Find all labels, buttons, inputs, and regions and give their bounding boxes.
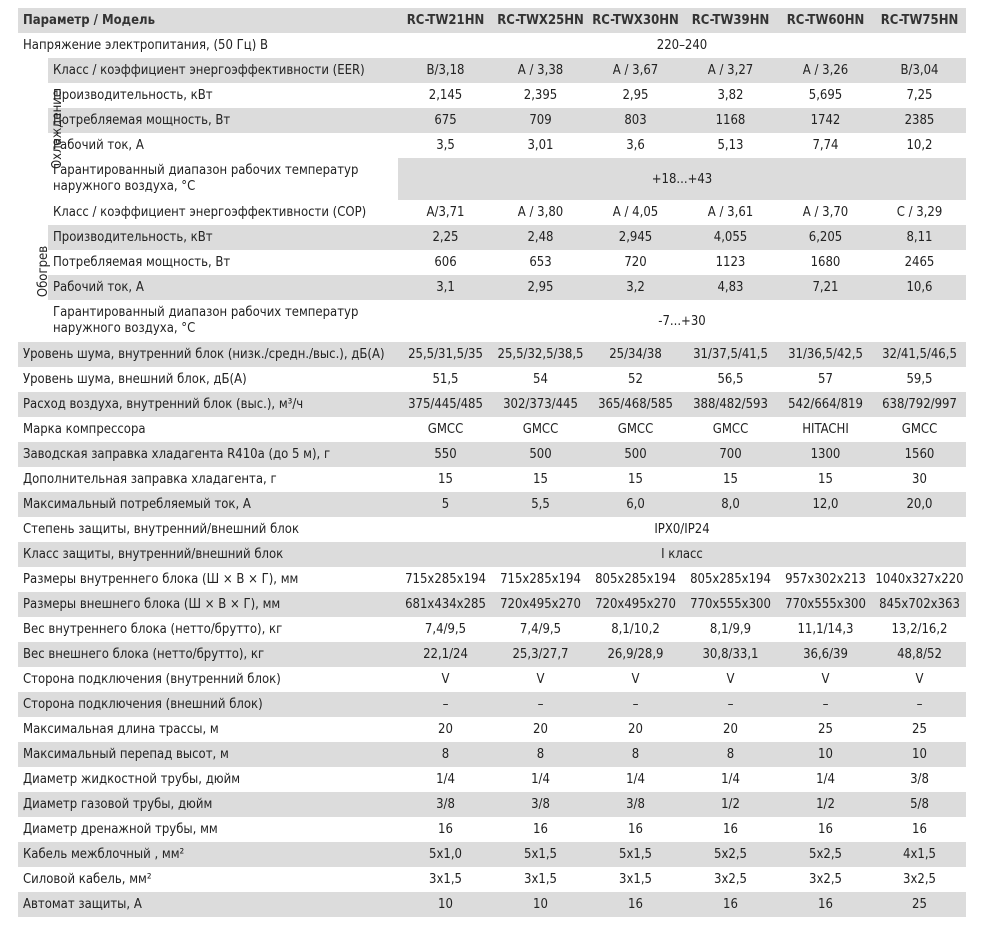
value-cell: 59,5	[906, 372, 933, 387]
row-label: Уровень шума, внутренний блок (низк./средн./выс.), дБ(А)	[18, 342, 398, 367]
row-label: Сторона подключения (внутренний блок)	[23, 672, 281, 687]
value-cell: C / 3,29	[896, 205, 943, 220]
value-cell: 16	[778, 892, 873, 917]
row-label: Производительность, кВт	[53, 88, 213, 103]
spec-table	[18, 8, 966, 917]
value-cell: 3,01	[527, 138, 554, 153]
value-cell: 957x302x213	[785, 572, 866, 587]
value-cell: 3x1,5	[429, 872, 462, 887]
row-label: Гарантированный диапазон рабочих температур наружного воздуха, °С	[53, 163, 359, 194]
table-row	[18, 817, 966, 842]
value-cell: 653	[529, 255, 552, 270]
value-cell: 5/8	[873, 792, 966, 817]
value-cell: V	[726, 672, 735, 687]
value-cell: 20	[628, 722, 643, 737]
value-cell: V	[821, 672, 830, 687]
value-cell: 8,1/10,2	[611, 622, 660, 637]
table-row	[18, 133, 966, 158]
row-label: Вес внутреннего блока (нетто/брутто), кг	[23, 622, 283, 637]
value-cell: 1168	[683, 108, 778, 133]
value-cell: 8,11	[873, 225, 966, 250]
value-cell: 20	[723, 722, 738, 737]
table-row	[18, 467, 966, 492]
row-label: Максимальный перепад высот, м	[18, 742, 398, 767]
value-cell: 25	[873, 892, 966, 917]
value-cell: 770x555x300	[778, 592, 873, 617]
value-cell: 3/8	[493, 792, 588, 817]
value-cell: 8	[588, 742, 683, 767]
row-label: Размеры внешнего блока (Ш × В × Г), мм	[18, 592, 398, 617]
value-cell: 15	[533, 472, 548, 487]
value-cell: 57	[818, 372, 833, 387]
table-row	[18, 83, 966, 108]
value-cell: 32/41,5/46,5	[873, 342, 966, 367]
value-cell: 4,83	[683, 275, 778, 300]
value-cell: 1123	[715, 255, 746, 270]
value-cell: 3/8	[398, 792, 493, 817]
value-cell: 6,0	[588, 492, 683, 517]
value-cell: –	[588, 692, 683, 717]
value-cell: 3x2,5	[903, 872, 936, 887]
row-label: Вес внешнего блока (нетто/брутто), кг	[18, 642, 398, 667]
value-cell: 15	[438, 472, 453, 487]
value-cell: 542/664/819	[778, 392, 873, 417]
table-row	[18, 158, 966, 200]
row-label: Расход воздуха, внутренний блок (выс.), м³/ч	[18, 392, 398, 417]
table-row	[18, 367, 966, 392]
row-label: Класс / коэффициент энергоэффективности (EER)	[48, 58, 398, 83]
row-label: Дополнительная заправка хладагента, г	[23, 472, 277, 487]
value-cell: 16	[723, 822, 738, 837]
row-label: Сторона подключения (внешний блок)	[18, 692, 398, 717]
value-cell: –	[398, 692, 493, 717]
row-label: Класс защиты, внутренний/внешний блок	[18, 542, 398, 567]
value-cell: 2465	[904, 255, 935, 270]
value-cell: –	[493, 692, 588, 717]
value-cell: 5x1,5	[493, 842, 588, 867]
row-label: Рабочий ток, А	[53, 138, 144, 153]
value-cell: 16	[683, 892, 778, 917]
value-cell: 20	[438, 722, 453, 737]
heating-group-label	[18, 200, 52, 342]
row-label: Напряжение электропитания, (50 Гц) В	[23, 38, 269, 53]
value-cell: 10,6	[873, 275, 966, 300]
table-row	[18, 692, 966, 717]
value-cell: 4x1,5	[873, 842, 966, 867]
value-cell: 10	[778, 742, 873, 767]
value-cell: 54	[533, 372, 548, 387]
value-cell: 22,1/24	[398, 642, 493, 667]
value-cell: 36,6/39	[778, 642, 873, 667]
value-cell: 3/8	[910, 772, 929, 787]
row-label: Диаметр дренажной трубы, мм	[23, 822, 218, 837]
model-header: RC-TWX30HN	[588, 8, 683, 33]
value-cell: 3/8	[588, 792, 683, 817]
row-label: Уровень шума, внешний блок, дБ(А)	[23, 372, 247, 387]
table-row	[18, 200, 966, 225]
value-cell: 220–240	[656, 38, 708, 53]
row-label: Максимальная длина трассы, м	[23, 722, 219, 737]
value-cell: 606	[434, 255, 457, 270]
row-label: Максимальный потребляемый ток, А	[18, 492, 398, 517]
value-cell: 31/36,5/42,5	[778, 342, 873, 367]
value-cell: 500	[493, 442, 588, 467]
table-row	[18, 58, 966, 83]
table-row	[18, 300, 966, 342]
value-cell: 7,4/9,5	[519, 622, 562, 637]
value-cell: 375/445/485	[398, 392, 493, 417]
value-cell: –	[683, 692, 778, 717]
table-row	[18, 392, 966, 417]
value-cell: 16	[588, 892, 683, 917]
value-cell: HITACHI	[802, 422, 849, 437]
value-cell: 4,055	[683, 225, 778, 250]
value-cell: 1560	[873, 442, 966, 467]
value-cell: 2,95	[622, 88, 649, 103]
value-cell: 638/792/997	[873, 392, 966, 417]
value-cell: V	[536, 672, 545, 687]
row-label: Рабочий ток, А	[48, 275, 398, 300]
cooling-group-text: Охлаждение	[50, 89, 66, 169]
value-cell: GMCC	[427, 422, 464, 437]
table-row	[18, 642, 966, 667]
value-cell: 48,8/52	[873, 642, 966, 667]
value-cell: V	[441, 672, 450, 687]
value-cell: 30,8/33,1	[683, 642, 778, 667]
table-row	[18, 225, 966, 250]
table-row	[18, 250, 966, 275]
value-cell: A / 3,67	[588, 58, 683, 83]
model-header: RC-TW39HN	[683, 8, 778, 33]
value-cell: B/3,18	[398, 58, 493, 83]
row-label: Класс / коэффициент энергоэффективности (COP)	[53, 205, 367, 220]
value-cell: A/3,71	[426, 205, 465, 220]
table-row	[18, 567, 966, 592]
table-row	[18, 842, 966, 867]
row-label: Потребляемая мощность, Вт	[48, 108, 398, 133]
value-cell: –	[778, 692, 873, 717]
value-cell: 25,3/27,7	[493, 642, 588, 667]
value-cell: 56,5	[717, 372, 744, 387]
value-cell: 26,9/28,9	[588, 642, 683, 667]
value-cell: 7,4/9,5	[424, 622, 467, 637]
table-row	[18, 592, 966, 617]
value-cell: 1/4	[531, 772, 550, 787]
value-cell: 5	[398, 492, 493, 517]
value-cell: 365/468/585	[588, 392, 683, 417]
row-label: Заводская заправка хладагента R410a (до 5 м), г	[18, 442, 398, 467]
value-cell: 8	[683, 742, 778, 767]
value-cell: A / 3,38	[493, 58, 588, 83]
value-cell: 31/37,5/41,5	[683, 342, 778, 367]
value-cell: 805x285x194	[690, 572, 771, 587]
row-label: Размеры внутреннего блока (Ш × В × Г), мм	[23, 572, 299, 587]
value-cell: 2,395	[523, 88, 558, 103]
value-cell: 25,5/31,5/35	[398, 342, 493, 367]
value-cell: 550	[398, 442, 493, 467]
value-cell: 2,25	[398, 225, 493, 250]
value-cell: -7...+30	[658, 313, 706, 329]
value-cell: 5x1,0	[398, 842, 493, 867]
value-cell: A / 4,05	[612, 205, 659, 220]
value-cell: 5,5	[493, 492, 588, 517]
value-cell: 10	[873, 742, 966, 767]
value-cell: 5x2,5	[778, 842, 873, 867]
row-label: Производительность, кВт	[48, 225, 398, 250]
row-label: Диаметр газовой трубы, дюйм	[18, 792, 398, 817]
spec-body	[18, 33, 966, 917]
table-row	[18, 417, 966, 442]
value-cell: GMCC	[617, 422, 654, 437]
value-cell: GMCC	[522, 422, 559, 437]
table-row	[18, 33, 966, 58]
value-cell: 1/4	[436, 772, 455, 787]
value-cell: 8,1/9,9	[709, 622, 752, 637]
model-header: RC-TW21HN	[398, 8, 493, 33]
table-row	[18, 717, 966, 742]
row-label: Степень защиты, внутренний/внешний блок	[23, 522, 300, 537]
value-cell: 2,145	[428, 88, 463, 103]
value-cell: 10,2	[906, 138, 933, 153]
value-cell: 500	[588, 442, 683, 467]
value-cell: 15	[818, 472, 833, 487]
value-cell: 7,74	[812, 138, 839, 153]
value-cell: A / 3,27	[683, 58, 778, 83]
value-cell: 6,205	[778, 225, 873, 250]
table-row	[18, 617, 966, 642]
value-cell: 12,0	[778, 492, 873, 517]
value-cell: GMCC	[901, 422, 938, 437]
value-cell: A / 3,80	[517, 205, 564, 220]
value-cell: 10	[398, 892, 493, 917]
value-cell: 25	[818, 722, 833, 737]
value-cell: 675	[398, 108, 493, 133]
table-row	[18, 792, 966, 817]
value-cell: 25,5/32,5/38,5	[493, 342, 588, 367]
table-row	[18, 867, 966, 892]
value-cell: 302/373/445	[493, 392, 588, 417]
row-label: Диаметр жидкостной трубы, дюйм	[23, 772, 241, 787]
value-cell: 11,1/14,3	[797, 622, 854, 637]
row-label: Потребляемая мощность, Вт	[53, 255, 231, 270]
value-cell: 7,25	[906, 88, 933, 103]
value-cell: 52	[628, 372, 643, 387]
value-cell: 388/482/593	[683, 392, 778, 417]
value-cell: B/3,04	[873, 58, 966, 83]
value-cell: 15	[628, 472, 643, 487]
value-cell: 13,2/16,2	[891, 622, 948, 637]
value-cell: 2,48	[493, 225, 588, 250]
value-cell: 720x495x270	[588, 592, 683, 617]
table-row	[18, 517, 966, 542]
value-cell: 25	[912, 722, 927, 737]
table-row	[18, 442, 966, 467]
model-header: RC-TWX25HN	[493, 8, 588, 33]
value-cell: 1/4	[626, 772, 645, 787]
value-cell: 3x2,5	[809, 872, 842, 887]
value-cell: 3x1,5	[524, 872, 557, 887]
table-row	[18, 667, 966, 692]
value-cell: 770x555x300	[683, 592, 778, 617]
value-cell: 1/2	[778, 792, 873, 817]
value-cell: 5,13	[717, 138, 744, 153]
value-cell: 8	[493, 742, 588, 767]
table-row	[18, 892, 966, 917]
value-cell: +18...+43	[398, 158, 966, 200]
value-cell: 805x285x194	[595, 572, 676, 587]
value-cell: 1/4	[721, 772, 740, 787]
value-cell: GMCC	[712, 422, 749, 437]
value-cell: 16	[438, 822, 453, 837]
cooling-group-label	[18, 58, 66, 200]
table-row	[18, 492, 966, 517]
row-label: Марка компрессора	[23, 422, 146, 437]
value-cell: 20	[533, 722, 548, 737]
value-cell: 8,0	[683, 492, 778, 517]
value-cell: 715x285x194	[500, 572, 581, 587]
value-cell: A / 3,70	[802, 205, 849, 220]
value-cell: 715x285x194	[405, 572, 486, 587]
value-cell: 2,95	[493, 275, 588, 300]
param-header: Параметр / Модель	[18, 8, 398, 33]
table-row	[18, 108, 966, 133]
value-cell: 16	[533, 822, 548, 837]
value-cell: 51,5	[432, 372, 459, 387]
value-cell: 30	[912, 472, 927, 487]
value-cell: 16	[628, 822, 643, 837]
value-cell: V	[631, 672, 640, 687]
value-cell: 845x702x363	[873, 592, 966, 617]
row-label: Силовой кабель, мм²	[23, 872, 152, 887]
value-cell: 8	[398, 742, 493, 767]
table-row	[18, 342, 966, 367]
value-cell: –	[873, 692, 966, 717]
value-cell: 16	[912, 822, 927, 837]
table-row	[18, 742, 966, 767]
row-label: Автомат защиты, А	[18, 892, 398, 917]
row-label: Гарантированный диапазон рабочих температур наружного воздуха, °С	[53, 305, 359, 336]
value-cell: 700	[683, 442, 778, 467]
header-row	[18, 8, 966, 33]
value-cell: A / 3,61	[707, 205, 754, 220]
value-cell: A / 3,26	[778, 58, 873, 83]
value-cell: 5x1,5	[588, 842, 683, 867]
value-cell: 16	[818, 822, 833, 837]
value-cell: 803	[588, 108, 683, 133]
value-cell: 25/34/38	[588, 342, 683, 367]
value-cell: 3,1	[398, 275, 493, 300]
value-cell: 2385	[873, 108, 966, 133]
value-cell: 15	[723, 472, 738, 487]
value-cell: 20,0	[873, 492, 966, 517]
value-cell: 1742	[778, 108, 873, 133]
model-header: RC-TW75HN	[873, 8, 966, 33]
value-cell: 1/4	[816, 772, 835, 787]
value-cell: 5x2,5	[683, 842, 778, 867]
value-cell: I класс	[398, 542, 966, 567]
value-cell: 3,5	[436, 138, 455, 153]
row-label: Кабель межблочный , мм²	[18, 842, 398, 867]
model-header: RC-TW60HN	[778, 8, 873, 33]
value-cell: 1040x327x220	[875, 572, 964, 587]
value-cell: 1680	[810, 255, 841, 270]
value-cell: 709	[493, 108, 588, 133]
value-cell: 1300	[778, 442, 873, 467]
heating-group-text: Обогрев	[36, 245, 52, 297]
value-cell: 3,82	[717, 88, 744, 103]
value-cell: 720	[624, 255, 647, 270]
table-row	[18, 767, 966, 792]
value-cell: 720x495x270	[493, 592, 588, 617]
value-cell: 2,945	[588, 225, 683, 250]
value-cell: 10	[493, 892, 588, 917]
table-row	[18, 275, 966, 300]
value-cell: IPX0/IP24	[654, 522, 710, 537]
value-cell: 3x1,5	[619, 872, 652, 887]
value-cell: 3,2	[588, 275, 683, 300]
value-cell: 3x2,5	[714, 872, 747, 887]
value-cell: V	[915, 672, 924, 687]
value-cell: 681x434x285	[398, 592, 493, 617]
table-row	[18, 542, 966, 567]
value-cell: 7,21	[778, 275, 873, 300]
value-cell: 5,695	[808, 88, 843, 103]
value-cell: 1/2	[683, 792, 778, 817]
value-cell: 3,6	[626, 138, 645, 153]
